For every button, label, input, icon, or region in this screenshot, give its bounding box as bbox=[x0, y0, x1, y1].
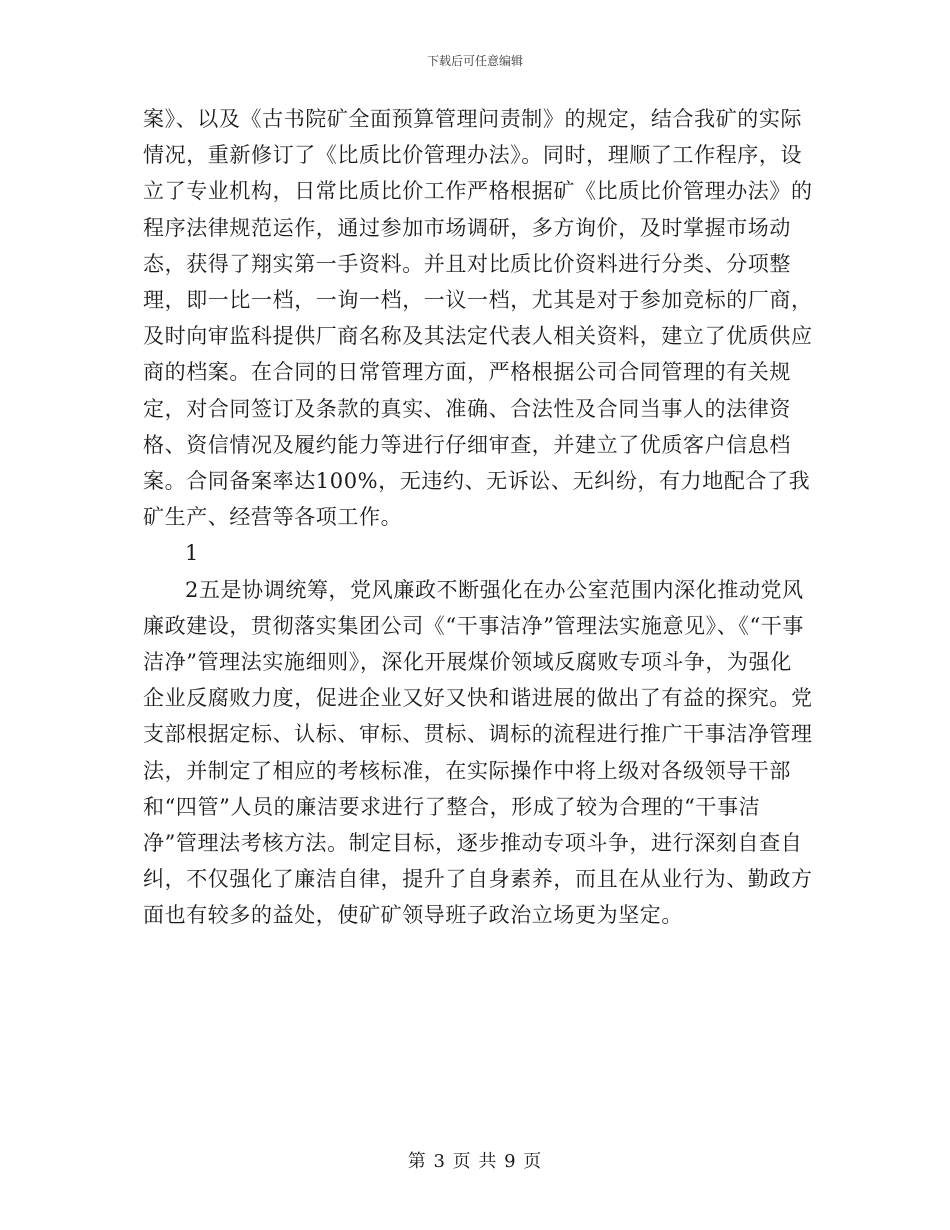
page-number: 第 3 页 共 9 页 bbox=[407, 1151, 543, 1172]
paragraph-contract-management: 案》、以及《古书院矿全面预算管理问责制》的规定，结合我矿的实际情况，重新修订了《比质比价管理办法》。同时，理顺了工作程序，设立了专业机构，日常比质比价工作严格根据矿《比质比价管理办法》的程序法律规范运作，通过参加市场调研，多方询价，及时掌握市场动态，获得了翔实第一手资料。并且对比质比价资料进行分类、分项整理，即一比一档，一询一档，一议一档，尤其是对于参加竞标的厂商，及时向审监科提供厂商名称及其法定代表人相关资料，建立了优质供应商的档案。在合同的日常管理方面，严格根据公司合同管理的有关规定，对合同签订及条款的真实、准确、合法性及合同当事人的法律资格、资信情况及履约能力等进行仔细审查，并建立了优质客户信息档案。合同备案率达100%，无违约、无诉讼、无纠纷，有力地配合了我矿生产、经营等各项工作。 bbox=[143, 107, 813, 530]
paragraph-party-integrity: 2五是协调统筹，党风廉政不断强化在办公室范围内深化推动党风廉政建设，贯彻落实集团公司《“干事洁净”管理法实施意见》、《“干事洁净”管理法实施细则》，深化开展煤价领域反腐败专项斗争，为强化企业反腐败力度，促进企业又好又快和谐进展的做出了有益的探究。党支部根据定标、认标、审标、贯标、调标的流程进行推广干事洁净管理法，并制定了相应的考核标准，在实际操作中将上级对各级领导干部和“四管”人员的廉洁要求进行了整合，形成了较为合理的“干事洁净”管理法考核方法。制定目标，逐步推动专项斗争，进行深刻自查自纠，不仅强化了廉洁自律，提升了自身素养，而且在从业行为、勤政方面也有较多的益处，使矿矿领导班子政治立场更为坚定。 bbox=[143, 577, 813, 928]
page-header-note: 下载后可任意编辑 bbox=[426, 54, 523, 68]
document-body bbox=[143, 101, 813, 934]
paragraph-number: 1 bbox=[185, 541, 199, 566]
